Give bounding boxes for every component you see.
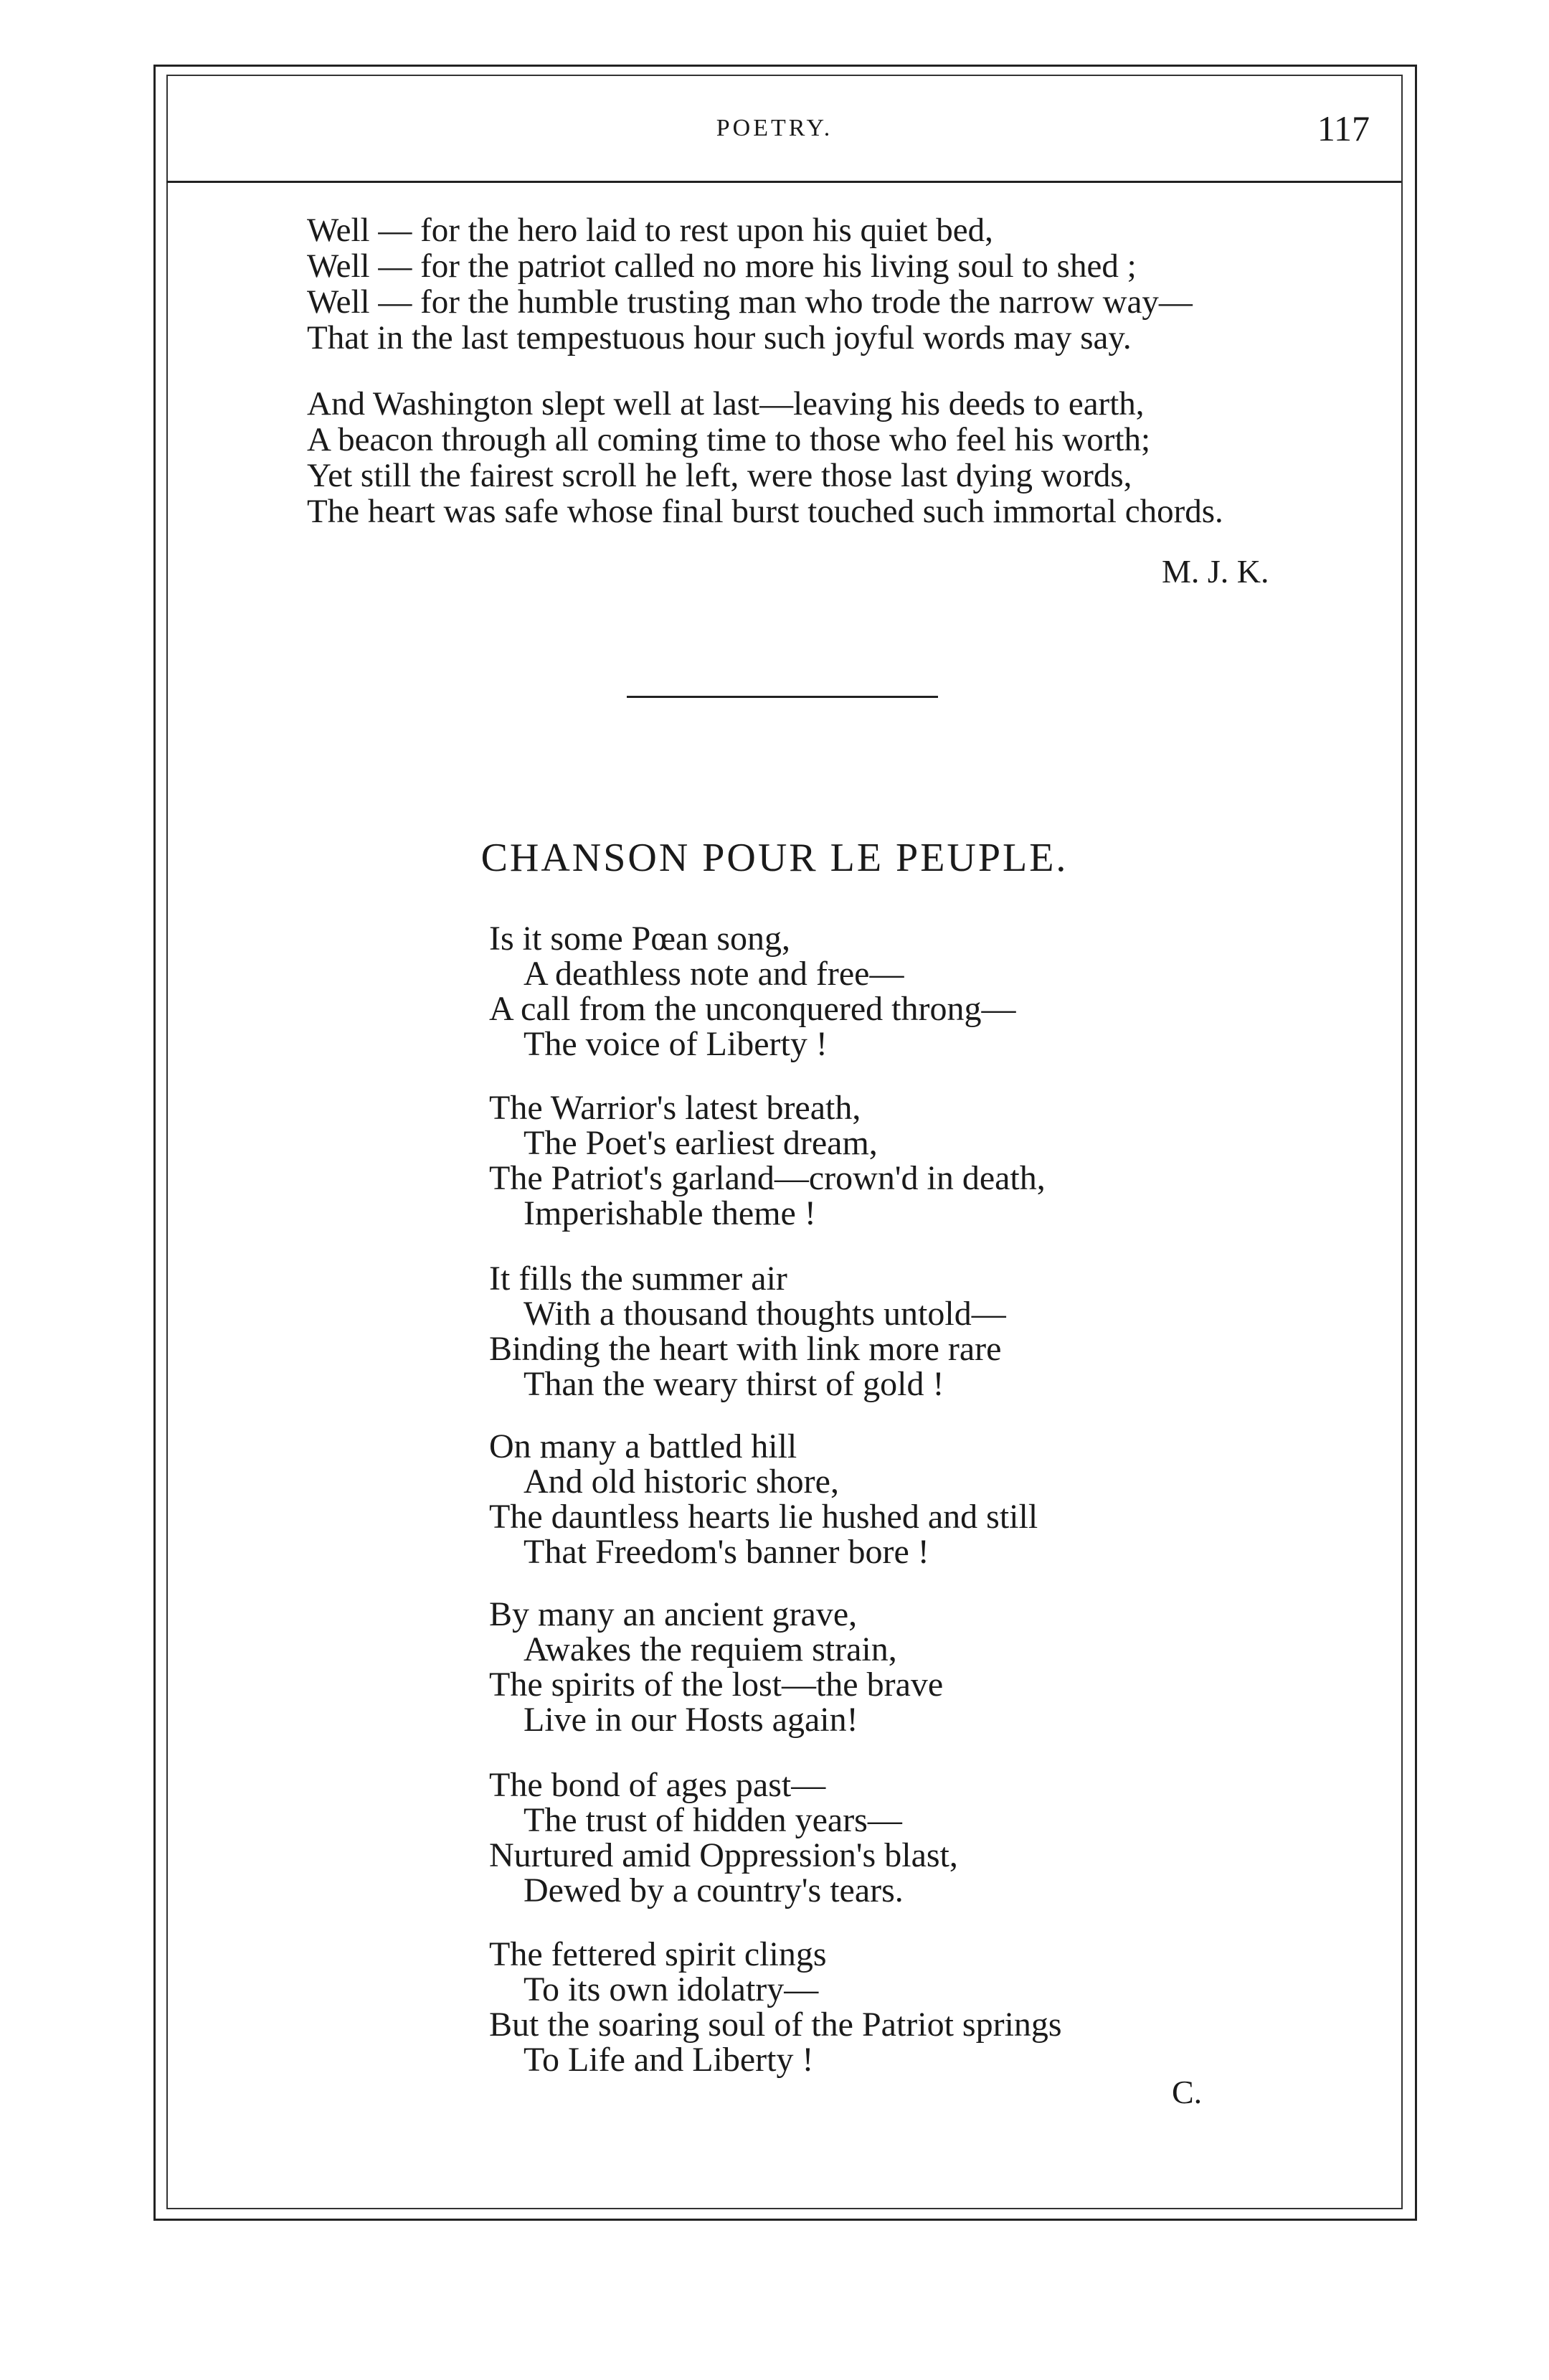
- verse-line: That Freedom's banner bore !: [524, 1533, 929, 1571]
- poem2-signature: C.: [1172, 2074, 1203, 2110]
- verse-line: On many a battled hill: [489, 1427, 797, 1465]
- verse-line: Is it some Pœan song,: [489, 920, 790, 958]
- poem1-stanza-1: [307, 212, 1193, 356]
- verse-line: A deathless note and free—: [524, 955, 904, 993]
- poem2-stanza-1: [489, 921, 1015, 1062]
- verse-line: The spirits of the lost—the brave: [489, 1666, 944, 1704]
- verse-line: Well — for the patriot called no more his living soul to shed ;: [307, 247, 1137, 285]
- verse-line: To its own idolatry—: [524, 1970, 819, 2008]
- poem2-stanza-7: [489, 1937, 1062, 2077]
- verse-line: A call from the unconquered throng—: [489, 990, 1016, 1028]
- verse-line: Than the weary thirst of gold !: [524, 1365, 944, 1403]
- verse-line: Live in our Hosts again!: [524, 1701, 858, 1739]
- verse-line: A beacon through all coming time to those who feel his worth;: [307, 421, 1151, 458]
- verse-line: Dewed by a country's tears.: [524, 1871, 904, 1909]
- verse-line: Yet still the fairest scroll he left, were those last dying words,: [307, 457, 1132, 494]
- verse-line: The fettered spirit clings: [489, 1935, 827, 1973]
- verse-line: Well — for the humble trusting man who trode the narrow way—: [307, 283, 1193, 321]
- verse-line: With a thousand thoughts untold—: [524, 1295, 1006, 1333]
- verse-line: It fills the summer air: [489, 1260, 787, 1298]
- poem1-stanza-2: [307, 386, 1223, 529]
- verse-line: The Patriot's garland—crown'd in death,: [489, 1159, 1046, 1197]
- verse-line: And old historic shore,: [524, 1463, 839, 1501]
- verse-line: Binding the heart with link more rare: [489, 1330, 1002, 1368]
- verse-line: The bond of ages past—: [489, 1766, 826, 1804]
- poem2-title: CHANSON POUR LE PEUPLE.: [480, 836, 1069, 880]
- poem2-stanza-4: [489, 1429, 1038, 1569]
- verse-line: The heart was safe whose final burst touched such immortal chords.: [307, 493, 1223, 530]
- poem2-stanza-6: [489, 1767, 958, 1908]
- poem2-stanza-5: [489, 1597, 943, 1737]
- verse-line: Imperishable theme !: [524, 1194, 816, 1232]
- running-head: POETRY.: [716, 115, 833, 141]
- verse-line: By many an ancient grave,: [489, 1595, 858, 1633]
- verse-line: The Poet's earliest dream,: [524, 1124, 878, 1162]
- poem2-stanza-2: [489, 1090, 1046, 1231]
- verse-line: The trust of hidden years—: [524, 1801, 902, 1839]
- verse-line: Well — for the hero laid to rest upon his quiet bed,: [307, 212, 993, 249]
- header-rule: [166, 181, 1401, 183]
- verse-line: Awakes the requiem strain,: [524, 1630, 897, 1668]
- section-divider: [627, 696, 938, 698]
- verse-line: The Warrior's latest breath,: [489, 1089, 861, 1127]
- verse-line: That in the last tempestuous hour such joyful words may say.: [307, 319, 1132, 356]
- page-number: 117: [1317, 108, 1370, 148]
- verse-line: To Life and Liberty !: [524, 2041, 814, 2079]
- poem2-stanza-3: [489, 1261, 1006, 1402]
- verse-line: Nurtured amid Oppression's blast,: [489, 1836, 958, 1874]
- verse-line: And Washington slept well at last—leaving his deeds to earth,: [307, 385, 1145, 422]
- poem1-signature: M. J. K.: [1162, 553, 1269, 590]
- verse-line: But the soaring soul of the Patriot springs: [489, 2006, 1062, 2044]
- verse-line: The dauntless hearts lie hushed and still: [489, 1498, 1038, 1536]
- verse-line: The voice of Liberty !: [524, 1025, 828, 1063]
